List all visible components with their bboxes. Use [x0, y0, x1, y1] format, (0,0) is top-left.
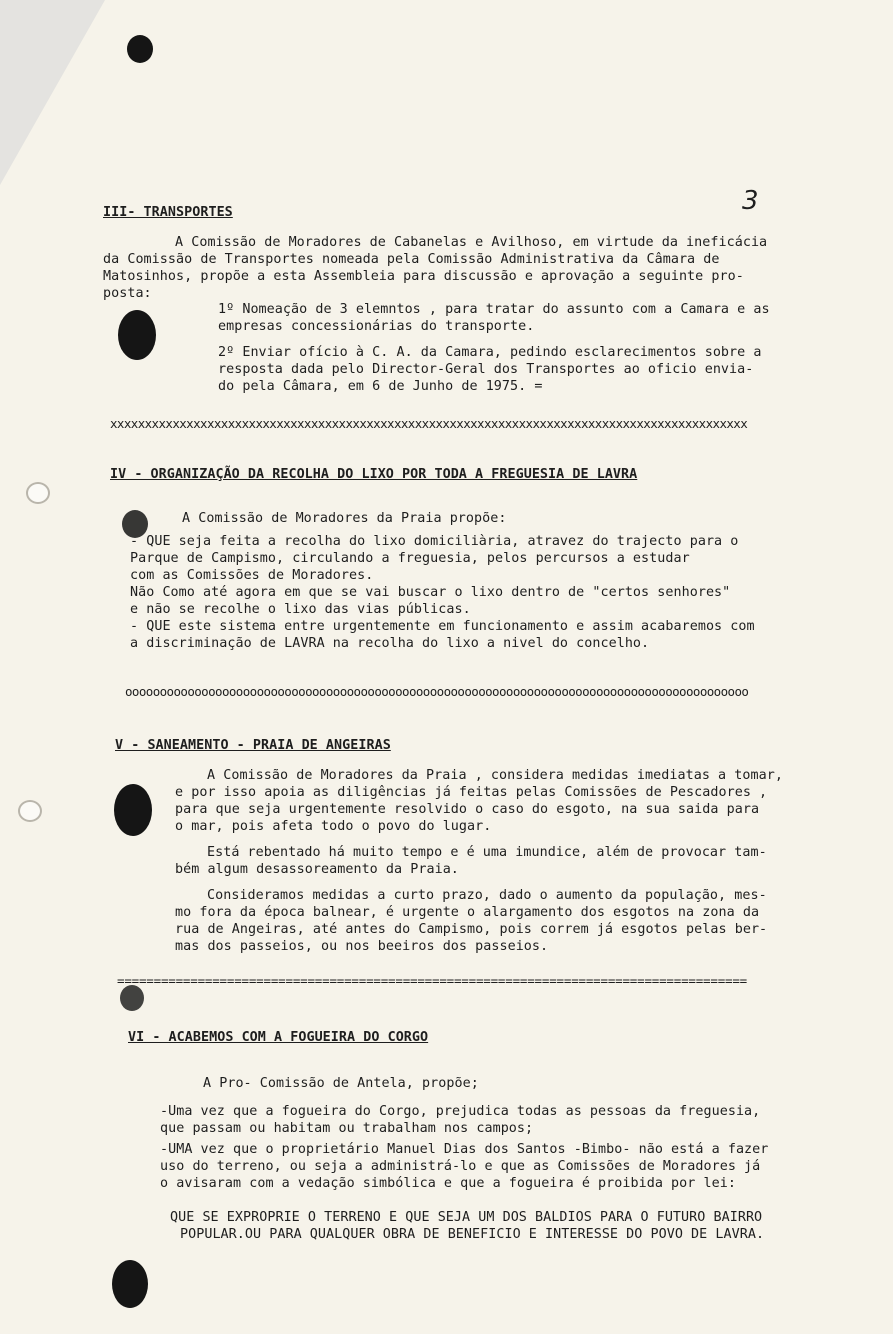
list-item: empresas concessionárias do transporte.	[218, 319, 535, 334]
paragraph-line: bém algum desassoreamento da Praia.	[175, 862, 459, 877]
paragraph-line: o mar, pois afeta todo o povo do lugar.	[175, 819, 492, 834]
conclusion-line: POPULAR.OU PARA QUALQUER OBRA DE BENEFICIO E INTERESSE DO POVO DE LAVRA.	[180, 1227, 765, 1242]
paragraph-line: da Comissão de Transportes nomeada pela Comissão Administrativa da Câmara de	[103, 252, 720, 267]
page-number: 3	[742, 186, 759, 216]
paragraph-line: Consideramos medidas a curto prazo, dado o aumento da população, mes-	[207, 888, 767, 903]
list-item: Não Como até agora em que se vai buscar o lixo dentro de "certos senhores"	[130, 585, 731, 600]
list-item: com as Comissões de Moradores.	[130, 568, 374, 583]
section-heading-lixo: IV - ORGANIZAÇÃO DA RECOLHA DO LIXO POR TODA A FREGUESIA DE LAVRA	[110, 467, 638, 482]
paragraph-line: A Comissão de Moradores de Cabanelas e Avilhoso, em virtude da ineficácia	[175, 235, 768, 250]
list-item: 1º Nomeação de 3 elemntos , para tratar do assunto com a Camara e as	[218, 302, 770, 317]
list-item: - QUE este sistema entre urgentemente em funcionamento e assim acabaremos com	[130, 619, 755, 634]
punch-hole	[114, 784, 152, 836]
section-heading-saneamento: V - SANEAMENTO - PRAIA DE ANGEIRAS	[115, 738, 391, 753]
paragraph-line: Está rebentado há muito tempo e é uma imundice, além de provocar tam-	[207, 845, 767, 860]
punch-hole	[118, 310, 156, 360]
paragraph-line: o avisaram com a vedação simbólica e que a fogueira é proibida por lei:	[160, 1176, 736, 1191]
paragraph-line: A Comissão de Moradores da Praia , considera medidas imediatas a tomar,	[207, 768, 783, 783]
paragraph-line: para que seja urgentemente resolvido o caso do esgoto, na sua saida para	[175, 802, 760, 817]
paragraph-line: -UMA vez que o proprietário Manuel Dias dos Santos -Bimbo- não está a fazer	[160, 1142, 769, 1157]
separator-x: xxxxxxxxxxxxxxxxxxxxxxxxxxxxxxxxxxxxxxxxxxxxxxxxxxxxxxxxxxxxxxxxxxxxxxxxxxxxxxxxxxxxxxxxxxxx	[110, 417, 748, 431]
list-item: do pela Câmara, em 6 de Junho de 1975. =	[218, 379, 543, 394]
list-item: - QUE seja feita a recolha do lixo domiciliària, atravez do trajecto para o	[130, 534, 739, 549]
paragraph-line: A Pro- Comissão de Antela, propõe;	[203, 1076, 479, 1091]
section-heading-fogueira: VI - ACABEMOS COM A FOGUEIRA DO CORGO	[128, 1030, 429, 1045]
punch-ring	[18, 800, 42, 822]
paragraph-line: Matosinhos, propõe a esta Assembleia para discussão e aprovação a seguinte pro-	[103, 269, 744, 284]
section-heading-transportes: III- TRANSPORTES	[103, 205, 233, 220]
paragraph-line: e por isso apoia as diligências já feitas pelas Comissões de Pescadores ,	[175, 785, 768, 800]
paragraph-line: posta:	[103, 286, 152, 301]
paragraph-line: mo fora da época balnear, é urgente o alargamento dos esgotos na zona da	[175, 905, 760, 920]
punch-hole	[120, 985, 144, 1011]
paragraph-line: uso do terreno, ou seja a administrá-lo e que as Comissões de Moradores já	[160, 1159, 761, 1174]
list-item: e não se recolhe o lixo das vias públicas.	[130, 602, 471, 617]
folded-corner	[0, 0, 105, 185]
list-item: Parque de Campismo, circulando a freguesia, pelos percursos a estudar	[130, 551, 690, 566]
separator-equals: ======================================================================================	[117, 974, 748, 988]
paragraph-line: que passam ou habitam ou trabalham nos campos;	[160, 1121, 534, 1136]
paragraph-line: A Comissão de Moradores da Praia propõe:	[182, 511, 507, 526]
paragraph-line: mas dos passeios, ou nos beeiros dos passeios.	[175, 939, 549, 954]
list-item: 2º Enviar ofício à C. A. da Camara, pedindo esclarecimentos sobre a	[218, 345, 762, 360]
paragraph-line: rua de Angeiras, até antes do Campismo, pois correm já esgotos pelas ber-	[175, 922, 768, 937]
conclusion-line: QUE SE EXPROPRIE O TERRENO E QUE SEJA UM DOS BALDIOS PARA O FUTURO BAIRRO	[170, 1210, 763, 1225]
punch-hole	[127, 35, 153, 63]
list-item: a discriminação de LAVRA na recolha do lixo a nivel do concelho.	[130, 636, 650, 651]
punch-hole	[112, 1260, 148, 1308]
list-item: resposta dada pelo Director-Geral dos Transportes ao oficio envia-	[218, 362, 754, 377]
paragraph-line: -Uma vez que a fogueira do Corgo, prejudica todas as pessoas da freguesia,	[160, 1104, 761, 1119]
separator-o: oooooooooooooooooooooooooooooooooooooooooooooooooooooooooooooooooooooooooooooooooooooooooo	[125, 685, 749, 699]
punch-ring	[26, 482, 50, 504]
